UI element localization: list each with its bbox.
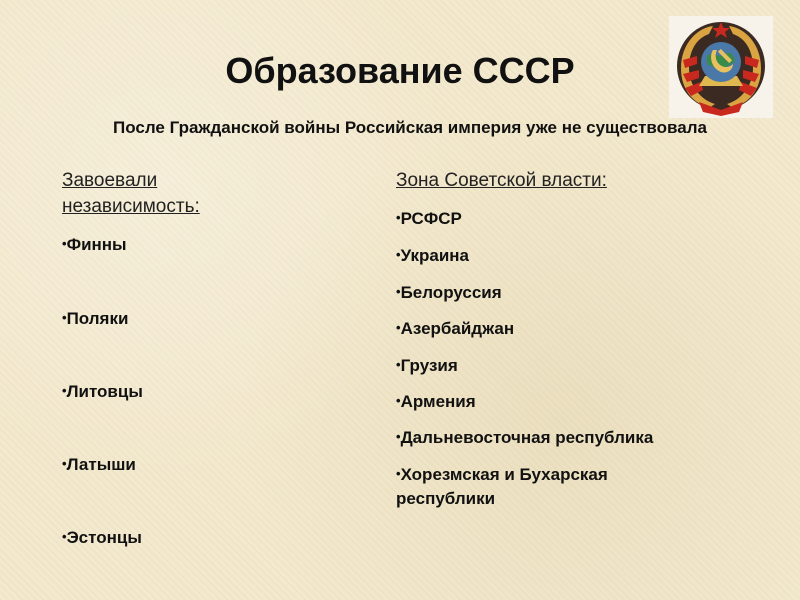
slide-title: Образование СССР <box>225 50 575 91</box>
ussr-coat-of-arms-icon <box>669 16 773 118</box>
list-item <box>62 306 128 331</box>
list-item <box>396 389 476 414</box>
list-item <box>62 525 142 550</box>
left-header-line1: Завоевали <box>62 170 158 191</box>
bullet-icon: • <box>396 284 401 299</box>
bullet-icon: • <box>396 320 401 335</box>
bullet-icon: • <box>396 357 401 372</box>
list-item-continuation: республики <box>396 489 496 508</box>
slide-subtitle: После Гражданской войны Российская империя уже не существовала <box>113 118 707 137</box>
list-item <box>396 243 469 268</box>
bullet-icon: • <box>62 456 67 471</box>
list-item <box>396 316 514 341</box>
bullet-icon: • <box>396 210 401 225</box>
bullet-icon: • <box>396 247 401 262</box>
bullet-icon: • <box>396 429 401 444</box>
list-item-label: Эстонцы <box>66 528 142 547</box>
list-item <box>396 206 462 231</box>
list-item <box>396 425 653 450</box>
list-item-label: Украина <box>400 246 470 265</box>
list-item <box>62 379 143 404</box>
left-header-line2: независимость: <box>62 196 200 217</box>
bullet-icon: • <box>396 466 401 481</box>
list-item-label: Дальневосточная республика <box>400 428 654 447</box>
list-item <box>62 232 127 257</box>
list-item-label: Латыши <box>66 455 136 474</box>
right-column-header: Зона Советской власти: <box>396 170 607 191</box>
list-item-label: Хорезмская и Бухарская <box>400 465 608 484</box>
list-item-label: Азербайджан <box>400 319 515 338</box>
left-column-header <box>62 168 302 220</box>
bullet-icon: • <box>396 393 401 408</box>
list-item-label: РСФСР <box>400 209 462 228</box>
list-item <box>396 280 502 305</box>
bullet-icon: • <box>62 236 67 251</box>
list-item-label: Литовцы <box>66 382 143 401</box>
list-item <box>396 462 608 511</box>
bullet-icon: • <box>62 529 67 544</box>
list-item-label: Грузия <box>400 356 458 375</box>
list-item-label: Финны <box>66 235 127 254</box>
list-item-label: Поляки <box>66 309 129 328</box>
list-item <box>62 452 136 477</box>
list-item-label: Белоруссия <box>400 283 502 302</box>
list-item-label: Армения <box>400 392 476 411</box>
bullet-icon: • <box>62 383 67 398</box>
bullet-icon: • <box>62 310 67 325</box>
list-item <box>396 353 458 378</box>
